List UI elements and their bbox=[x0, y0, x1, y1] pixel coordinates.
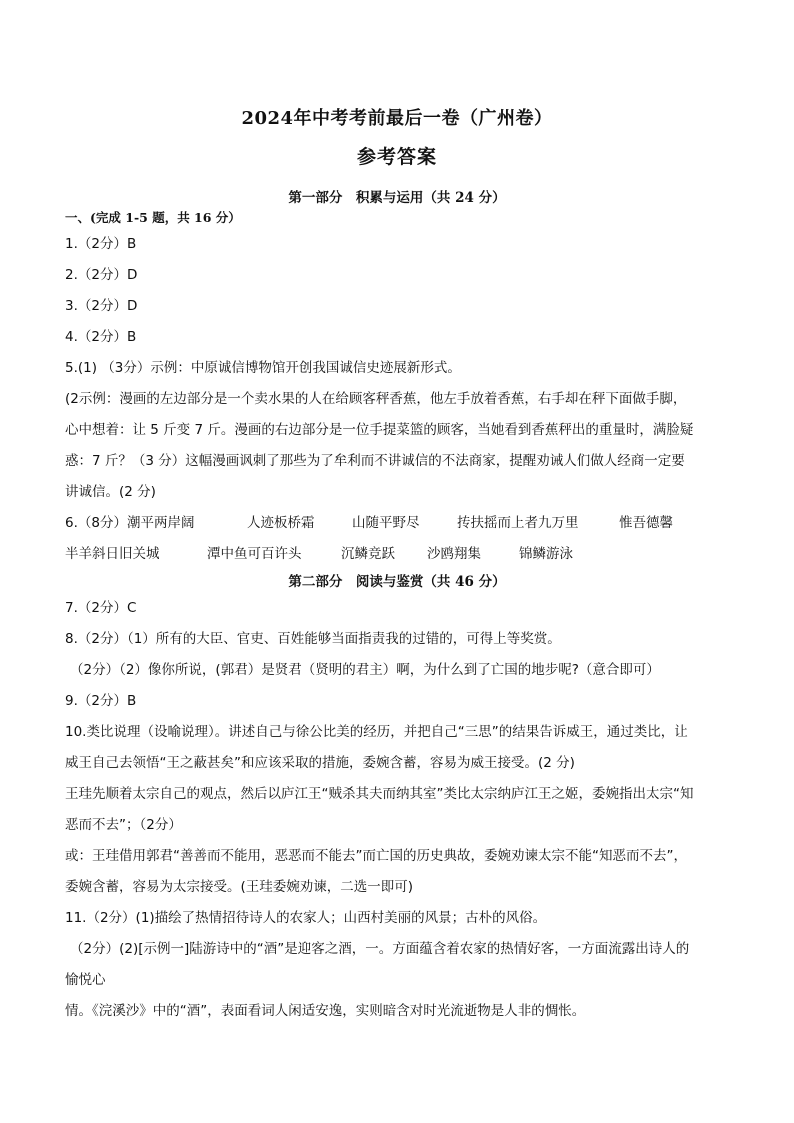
poem-line: 人迹板桥霜 bbox=[247, 515, 315, 531]
answer-6-row1 bbox=[65, 511, 673, 531]
poem-line: 抟扶摇而上者九万里 bbox=[457, 515, 579, 531]
answer-6-row2 bbox=[65, 542, 573, 562]
poem-line: 沉鳞竞跃 bbox=[341, 546, 395, 562]
answer-11-2-line2: 愉悦心 bbox=[65, 972, 106, 988]
answer-5-2-line2: 心中想着：让 5 斤变 7 斤。漫画的右边部分是一位手提菜篮的顾客，当她看到香蕉秤出的重量时，满脸疑 bbox=[65, 422, 694, 438]
answer-5-2-line3: 惑：7 斤？（3 分）这幅漫画讽刺了那些为了牟利而不讲诚信的不法商家，提醒劝诫人们做人经商一定要 bbox=[65, 453, 685, 469]
answer-4: 4.（2分）B bbox=[65, 329, 137, 345]
answer-9: 9.（2分）B bbox=[65, 693, 137, 709]
poem-line: 惟吾德馨 bbox=[619, 515, 673, 531]
answer-8-2: （2分）（2）像你所说，(郭君）是贤君（贤明的君主）啊，为什么到了亡国的地步呢?（意合即可） bbox=[70, 662, 660, 678]
answer-7: 7.（2分）C bbox=[65, 600, 137, 616]
poem-line: 6.（8分）潮平两岸阔 bbox=[65, 515, 195, 531]
answer-10-line5: 或：王珪借用郭君“善善而不能用，恶恶而不能去”而亡国的历史典故，委婉劝谏太宗不能“知恶而不去”， bbox=[65, 848, 687, 864]
answer-5-2-line1: (2示例：漫画的左边部分是一个卖水果的人在给顾客秤香蕉，他左手放着香蕉，右手却在秤下面做手脚， bbox=[65, 391, 687, 407]
answer-11-2-line3: 情。《浣溪沙》中的“酒”，表面看词人闲适安逸，实则暗含对时光流逝物是人非的惆怅。 bbox=[65, 1003, 586, 1019]
answer-8-1: 8.（2分）（1）所有的大臣、官吏、百姓能够当面指责我的过错的，可得上等奖赏。 bbox=[65, 631, 561, 647]
poem-line: 潭中鱼可百许头 bbox=[207, 546, 302, 562]
answer-11-2-line1: （2分）(2)[示例一]陆游诗中的“酒”是迎客之酒，一。方面蕴含着农家的热情好客，一方面流露出诗人的 bbox=[70, 941, 690, 957]
poem-line: 沙鸥翔集 bbox=[427, 546, 481, 562]
answer-10-line4: 恶而不去”；（2分） bbox=[65, 817, 182, 833]
answer-5-2-line4: 讲诚信。(2 分) bbox=[65, 484, 156, 500]
answer-3: 3.（2分）D bbox=[65, 298, 138, 314]
answer-11-1: 11.（2分）(1)描绘了热情招待诗人的农家人；山西村美丽的风景；古朴的风俗。 bbox=[65, 910, 547, 926]
answer-5-1: 5.(1) （3分）示例：中原诚信博物馆开创我国诚信史迹展新形式。 bbox=[65, 360, 461, 376]
part2-heading: 第二部分 阅读与鉴赏（共 46 分） bbox=[288, 574, 506, 590]
answer-10-line1: 10.类比说理（设喻说理）。讲述自己与徐公比美的经历，并把自己“三思”的结果告诉威王，通过类比，让 bbox=[65, 724, 688, 740]
answer-key-title: 参考答案 bbox=[356, 146, 437, 168]
poem-line: 锦鳞游泳 bbox=[519, 546, 573, 562]
answer-1: 1.（2分）B bbox=[65, 236, 137, 252]
answer-10-line6: 委婉含蓄，容易为太宗接受。(王珪委婉劝谏，二选一即可) bbox=[65, 879, 414, 895]
exam-title: 2024年中考考前最后一卷（广州卷） bbox=[241, 108, 553, 129]
poem-line: 山随平野尽 bbox=[352, 515, 420, 531]
answer-10-line2: 威王自己去领悟“王之蔽甚矣”和应该采取的措施，委婉含蓄，容易为威王接受。(2 分) bbox=[65, 755, 575, 771]
part1-heading: 第一部分 积累与运用（共 24 分） bbox=[288, 190, 506, 206]
answer-2: 2.（2分）D bbox=[65, 267, 138, 283]
answer-10-line3: 王珪先顺着太宗自己的观点，然后以庐江王“贼杀其夫而纳其室”类比太宗纳庐江王之姬，委婉指出太宗“知 bbox=[65, 786, 694, 802]
poem-line: 半羊斜日旧关城 bbox=[65, 546, 160, 562]
group1-heading: 一、(完成 1-5 题，共 16 分） bbox=[65, 210, 241, 225]
